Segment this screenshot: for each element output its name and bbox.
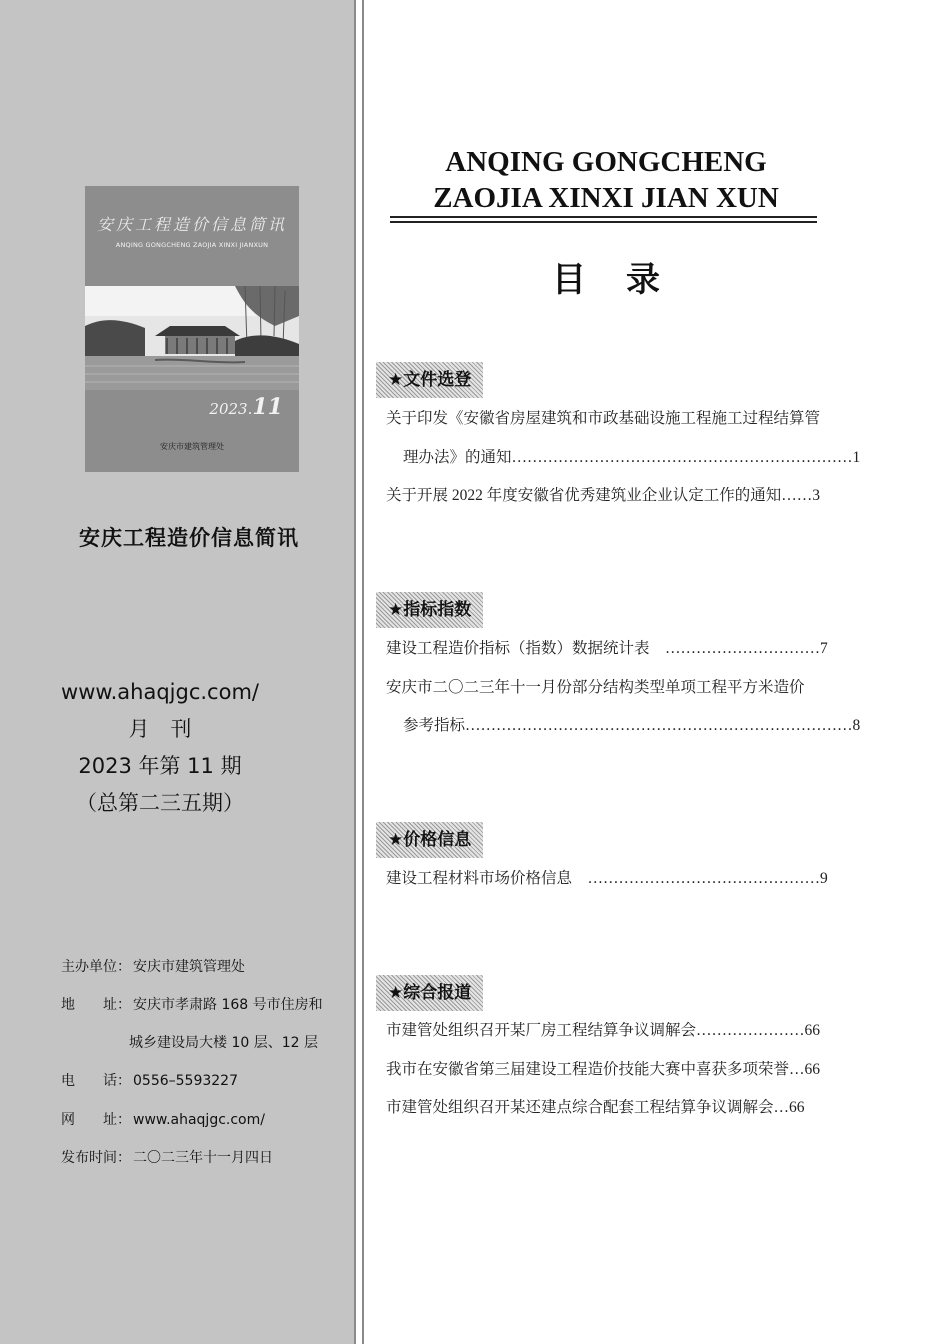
toc-entry[interactable]: 建设工程造价指标（指数）数据统计表 …………………………7: [386, 640, 828, 657]
contact-address-label: 地 址：: [61, 997, 131, 1013]
sidebar-website: www.ahaqjgc.com/: [61, 680, 259, 704]
toc-entry[interactable]: 关于开展 2022 年度安徽省优秀建筑业企业认定工作的通知……3: [386, 487, 821, 504]
contact-date-label: 发布时间：: [61, 1150, 131, 1166]
section-heading-documents: ★文件选登: [376, 362, 483, 398]
toc-entry[interactable]: 参考指标…………………………………………………………………8: [403, 717, 861, 734]
cover-pavilion-photo: [85, 286, 299, 390]
contact-date-value: 二〇二三年十一月四日: [133, 1150, 273, 1166]
contact-sponsor: [61, 958, 245, 976]
column-divider: [362, 0, 364, 1344]
cover-title: 安庆工程造价信息简讯: [96, 215, 287, 234]
cover-issue-year: 2023.: [209, 400, 253, 418]
contact-phone-value: 0556–5593227: [133, 1073, 238, 1089]
sidebar-frequency: 月 刊: [128, 717, 192, 741]
cover-subtitle: ANQING GONGCHENG ZAOJIA XINXI JIANXUN: [115, 241, 269, 249]
toc-entry[interactable]: 我市在安徽省第三届建设工程造价技能大赛中喜获多项荣誉…66: [386, 1061, 821, 1078]
magazine-cover: [85, 186, 299, 472]
english-title-line1: ANQING GONGCHENG: [445, 146, 767, 178]
contact-phone-label: 电 话：: [61, 1073, 131, 1089]
toc-entry[interactable]: 市建管处组织召开某厂房工程结算争议调解会…………………66: [386, 1022, 821, 1039]
toc-entry[interactable]: 安庆市二〇二三年十一月份部分结构类型单项工程平方米造价: [386, 679, 805, 696]
section-heading-reports: ★综合报道: [376, 975, 483, 1011]
english-title-line2: ZAOJIA XINXI JIAN XUN: [433, 182, 779, 214]
sidebar-issue: 2023 年第 11 期: [78, 754, 242, 778]
toc-entry[interactable]: 理办法》的通知…………………………………………………………1: [403, 449, 861, 466]
contact-address: [61, 996, 323, 1014]
contact-address-line2: 城乡建设局大楼 10 层、12 层: [129, 1035, 318, 1051]
section-heading-prices: ★价格信息: [376, 822, 483, 858]
sidebar-total-issue: （总第二三五期）: [76, 791, 244, 815]
title-rule-top: [390, 216, 817, 218]
contact-web-label: 网 址：: [61, 1112, 131, 1128]
toc-title: 目录: [552, 260, 700, 300]
contact-web-value[interactable]: www.ahaqjgc.com/: [133, 1112, 265, 1128]
toc-entry[interactable]: 市建管处组织召开某还建点综合配套工程结算争议调解会…66: [386, 1099, 805, 1116]
toc-entry[interactable]: 建设工程材料市场价格信息 ………………………………………9: [386, 870, 828, 887]
contact-date: [61, 1149, 273, 1167]
sidebar-title: 安庆工程造价信息简讯: [79, 526, 299, 550]
toc-entry[interactable]: 关于印发《安徽省房屋建筑和市政基础设施工程施工过程结算管: [386, 410, 821, 427]
contact-sponsor-label: 主办单位：: [61, 959, 131, 975]
section-heading-indices: ★指标指数: [376, 592, 483, 628]
contact-web: [61, 1111, 265, 1129]
cover-publisher: 安庆市建筑管理处: [160, 442, 224, 451]
cover-issue-month: 11: [252, 394, 283, 420]
title-rule-bottom: [390, 221, 817, 223]
contact-address-line1: 安庆市孝肃路 168 号市住房和: [133, 997, 323, 1013]
contact-sponsor-value: 安庆市建筑管理处: [133, 959, 245, 975]
cover-issue-number: [209, 394, 283, 420]
contact-phone: [61, 1072, 238, 1090]
